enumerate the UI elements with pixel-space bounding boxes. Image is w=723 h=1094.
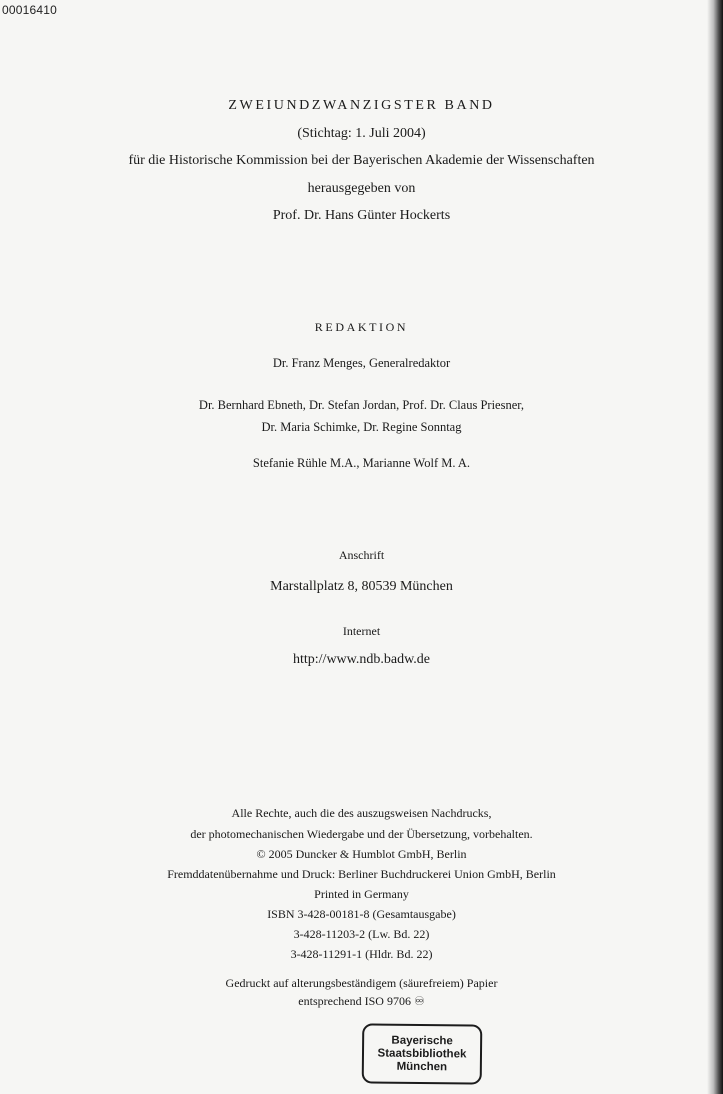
commission-line: für die Historische Kommission bei der Bayerischen Akademie der Wissenschaften <box>128 153 595 168</box>
rights-line-2: der photomechanischen Wiedergabe und der Übersetzung, vorbehalten. <box>190 827 533 841</box>
redaktion-heading: REDAKTION <box>314 320 409 334</box>
printed-in-line: Printed in Germany <box>314 887 409 901</box>
rights-line-1: Alle Rechte, auch die des auszugsweisen Nachdrucks, <box>231 806 492 820</box>
editorial-members-1: Dr. Bernhard Ebneth, Dr. Stefan Jordan, Prof. Dr. Claus Priesner, <box>198 398 525 412</box>
page-id: 00016410 <box>2 3 57 17</box>
copyright-line: © 2005 Duncker & Humblot GmbH, Berlin <box>256 847 467 861</box>
editorial-members-3: Stefanie Rühle M.A., Marianne Wolf M. A. <box>252 456 471 470</box>
stamp-line-3: München <box>396 1060 448 1073</box>
editorial-members-2: Dr. Maria Schimke, Dr. Regine Sonntag <box>261 420 462 434</box>
internet-label: Internet <box>342 624 381 638</box>
library-stamp <box>362 1023 483 1084</box>
paper-line-2: entsprechend ISO 9706 ♾ <box>298 994 425 1008</box>
cutoff-date: (Stichtag: 1. Juli 2004) <box>297 126 426 141</box>
isbn-cloth: 3-428-11203-2 (Lw. Bd. 22) <box>293 927 430 941</box>
stamp-line-2: Staatsbibliothek <box>377 1047 467 1060</box>
address-label: Anschrift <box>338 548 385 562</box>
printing-line: Fremddatenübernahme und Druck: Berliner Buchdruckerei Union GmbH, Berlin <box>167 867 556 881</box>
stamp-line-1: Bayerische <box>391 1034 453 1047</box>
isbn-total: ISBN 3-428-00181-8 (Gesamtausgabe) <box>267 907 456 921</box>
website-url: http://www.ndb.badw.de <box>293 652 430 667</box>
paper-line-1: Gedruckt auf alterungsbeständigem (säurefreiem) Papier <box>225 976 498 990</box>
address: Marstallplatz 8, 80539 München <box>270 579 453 594</box>
volume-title: ZWEIUNDZWANZIGSTER BAND <box>228 98 495 113</box>
chief-editor: Dr. Franz Menges, Generalredaktor <box>272 356 451 370</box>
editor-name: Prof. Dr. Hans Günter Hockerts <box>272 208 451 223</box>
edited-by-line: herausgegeben von <box>307 181 416 196</box>
isbn-half-leather: 3-428-11291-1 (Hldr. Bd. 22) <box>290 947 433 961</box>
